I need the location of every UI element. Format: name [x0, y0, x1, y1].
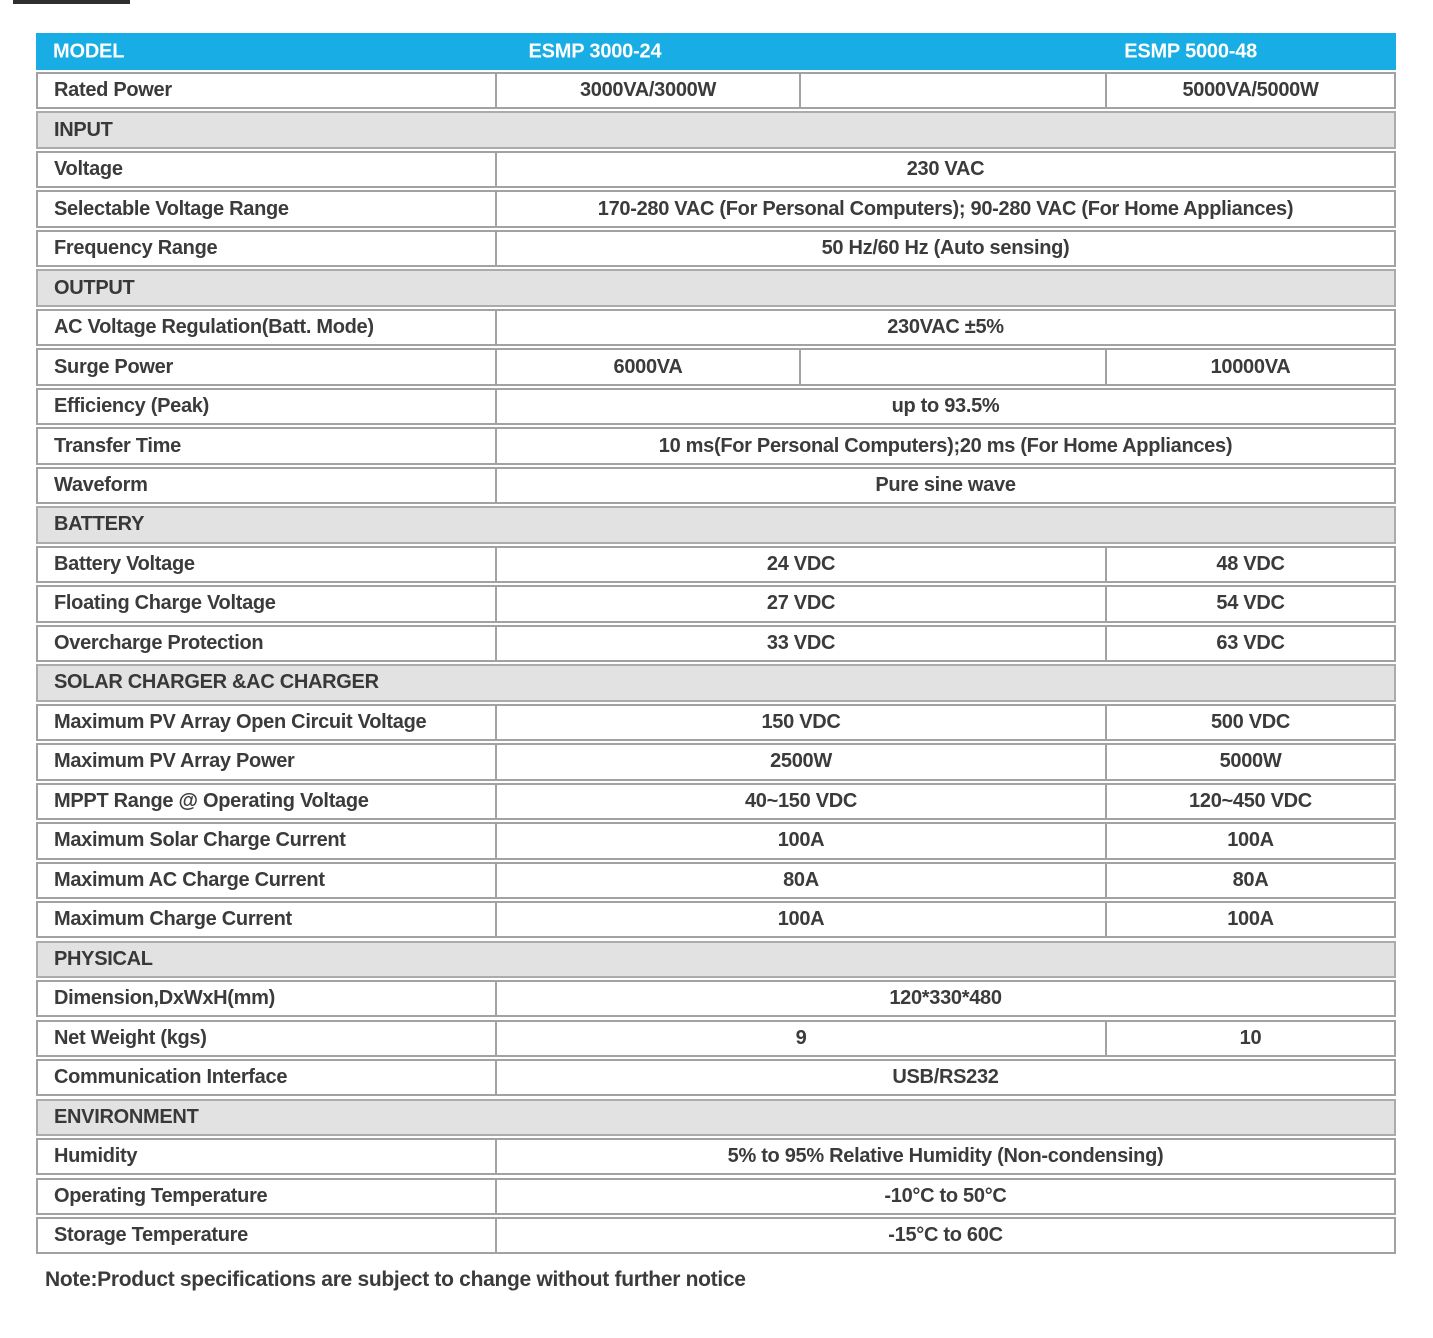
row-label: Maximum PV Array Open Circuit Voltage — [54, 710, 427, 733]
row-ac-voltage-regulation — [36, 309, 1396, 346]
table-header-row — [36, 33, 1396, 70]
row-value-2: 80A — [1105, 864, 1394, 897]
row-value-1: 80A — [495, 864, 1105, 897]
row-value: 230 VAC — [495, 153, 1394, 186]
row-value-2: 100A — [1105, 824, 1394, 857]
row-label: Floating Charge Voltage — [54, 592, 276, 615]
row-surge-power — [36, 348, 1396, 385]
row-value: 170-280 VAC (For Personal Computers); 90-280 VAC (For Home Appliances) — [495, 192, 1394, 225]
row-value-1: 33 VDC — [495, 627, 1105, 660]
row-value-empty — [799, 74, 1105, 107]
row-value: 5% to 95% Relative Humidity (Non-condensing) — [495, 1140, 1394, 1173]
row-label: Voltage — [54, 158, 123, 181]
row-value: -15°C to 60C — [495, 1219, 1394, 1252]
row-value-2: 10 — [1105, 1022, 1394, 1055]
row-value-empty — [799, 350, 1105, 383]
section-row-solar-ac-charger — [36, 664, 1396, 701]
row-storage-temperature — [36, 1217, 1396, 1254]
row-max-charge-current — [36, 901, 1396, 938]
row-label: Transfer Time — [54, 434, 181, 457]
row-value-1: 150 VDC — [495, 706, 1105, 739]
row-overcharge-protection — [36, 625, 1396, 662]
row-net-weight — [36, 1020, 1396, 1057]
section-label: INPUT — [54, 118, 113, 141]
row-voltage — [36, 151, 1396, 188]
section-row-battery — [36, 506, 1396, 543]
row-value: 120*330*480 — [495, 982, 1394, 1015]
row-efficiency-peak — [36, 388, 1396, 425]
section-label: ENVIRONMENT — [54, 1105, 199, 1128]
row-label: Surge Power — [54, 355, 173, 378]
row-dimension — [36, 980, 1396, 1017]
section-label: SOLAR CHARGER &AC CHARGER — [54, 671, 379, 694]
row-mppt-range — [36, 783, 1396, 820]
row-value-2: 48 VDC — [1105, 548, 1394, 581]
row-label: Frequency Range — [54, 237, 218, 260]
row-value-1: 100A — [495, 903, 1105, 936]
row-floating-charge-voltage — [36, 585, 1396, 622]
row-value-2: 63 VDC — [1105, 627, 1394, 660]
specification-table — [36, 33, 1396, 1257]
row-label: Humidity — [54, 1145, 138, 1168]
row-value-1: 3000VA/3000W — [495, 74, 799, 107]
section-label: BATTERY — [54, 513, 145, 536]
row-value-2: 54 VDC — [1105, 587, 1394, 620]
row-label: Net Weight (kgs) — [54, 1026, 207, 1049]
row-value-1: 40~150 VDC — [495, 785, 1105, 818]
row-label: Dimension,DxWxH(mm) — [54, 987, 275, 1010]
section-label: PHYSICAL — [54, 947, 153, 970]
row-label: Communication Interface — [54, 1066, 288, 1089]
row-value: 10 ms(For Personal Computers);20 ms (For Home Appliances) — [495, 429, 1394, 462]
cropped-artifact-strip — [13, 0, 130, 4]
row-frequency-range — [36, 230, 1396, 267]
row-label: AC Voltage Regulation(Batt. Mode) — [54, 316, 374, 339]
header-model-esmp-5000-48: ESMP 5000-48 — [1124, 40, 1258, 62]
row-label: Battery Voltage — [54, 552, 195, 575]
row-selectable-voltage-range — [36, 190, 1396, 227]
section-row-output — [36, 269, 1396, 306]
header-model-esmp-3000-24: ESMP 3000-24 — [528, 40, 662, 62]
row-value-1: 6000VA — [495, 350, 799, 383]
note-text: Note:Product specifications are subject to change without further notice — [45, 1268, 746, 1291]
row-value-2: 10000VA — [1105, 350, 1394, 383]
row-label: Waveform — [54, 473, 148, 496]
section-label: OUTPUT — [54, 276, 135, 299]
row-max-solar-charge-current — [36, 822, 1396, 859]
row-value: USB/RS232 — [495, 1061, 1394, 1094]
row-max-pv-open-circuit-voltage — [36, 704, 1396, 741]
row-label: Storage Temperature — [54, 1224, 248, 1247]
row-humidity — [36, 1138, 1396, 1175]
row-communication-interface — [36, 1059, 1396, 1096]
row-value-2: 5000VA/5000W — [1105, 74, 1394, 107]
row-label: Maximum Charge Current — [54, 908, 292, 931]
row-value-2: 120~450 VDC — [1105, 785, 1394, 818]
row-value-1: 27 VDC — [495, 587, 1105, 620]
row-value-1: 9 — [495, 1022, 1105, 1055]
row-value: Pure sine wave — [495, 469, 1394, 502]
row-value-1: 2500W — [495, 745, 1105, 778]
row-value-1: 24 VDC — [495, 548, 1105, 581]
row-value: 50 Hz/60 Hz (Auto sensing) — [495, 232, 1394, 265]
row-battery-voltage — [36, 546, 1396, 583]
row-label: Maximum AC Charge Current — [54, 868, 325, 891]
row-transfer-time — [36, 427, 1396, 464]
row-value: 230VAC ±5% — [495, 311, 1394, 344]
section-row-physical — [36, 941, 1396, 978]
row-label: Selectable Voltage Range — [54, 197, 289, 220]
row-waveform — [36, 467, 1396, 504]
row-value: up to 93.5% — [495, 390, 1394, 423]
row-label: Rated Power — [54, 79, 172, 102]
row-label: Maximum PV Array Power — [54, 750, 295, 773]
row-operating-temperature — [36, 1178, 1396, 1215]
row-max-pv-array-power — [36, 743, 1396, 780]
row-label: Operating Temperature — [54, 1184, 268, 1207]
row-label: Maximum Solar Charge Current — [54, 829, 346, 852]
row-rated-power — [36, 72, 1396, 109]
section-row-environment — [36, 1099, 1396, 1136]
row-value-2: 500 VDC — [1105, 706, 1394, 739]
row-value-1: 100A — [495, 824, 1105, 857]
row-label: Efficiency (Peak) — [54, 395, 209, 418]
section-row-input — [36, 111, 1396, 148]
row-label: Overcharge Protection — [54, 631, 264, 654]
row-value-2: 100A — [1105, 903, 1394, 936]
row-label: MPPT Range @ Operating Voltage — [54, 789, 369, 812]
row-max-ac-charge-current — [36, 862, 1396, 899]
row-value: -10°C to 50°C — [495, 1180, 1394, 1213]
header-model-label: MODEL — [53, 40, 125, 62]
row-value-2: 5000W — [1105, 745, 1394, 778]
